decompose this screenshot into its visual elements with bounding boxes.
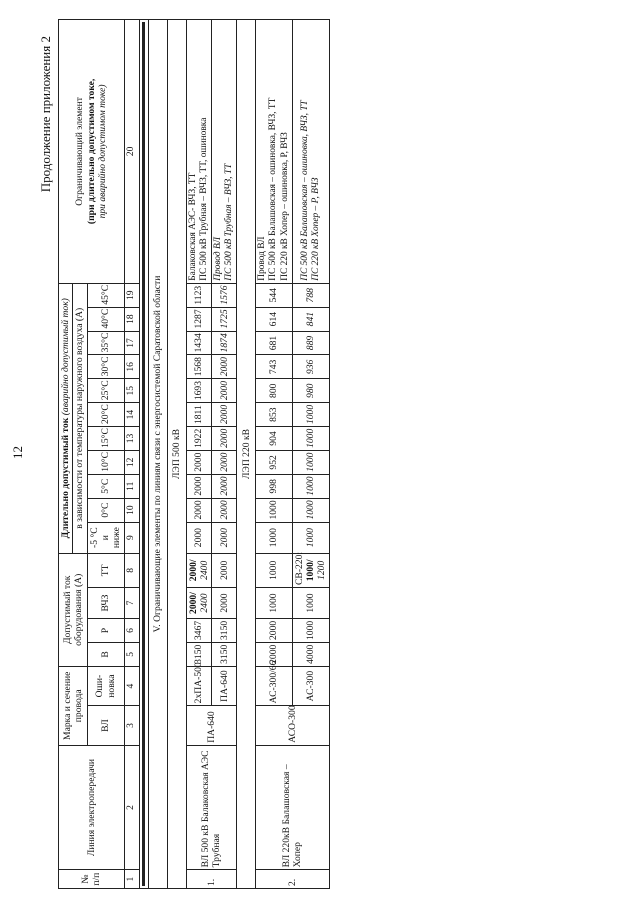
equip-tt: 1000 [256,553,292,587]
header-equip-vchz: ВЧЗ [87,587,124,618]
temp-value: 904 [256,427,292,451]
limits-table [58,19,330,889]
header-temp: 35°С [87,331,124,355]
temp-value: 1000 [292,522,329,553]
header-equipment: Допустимый ток оборудования (А) [59,553,88,666]
col-number: 17 [124,331,139,355]
temp-value: 1874 [212,331,237,355]
tt-alt: 2400 [198,560,210,580]
equip-b: 2000 [256,642,292,666]
vchz-main: 2000/ [187,592,199,614]
equip-r: 3467 [186,619,212,643]
col-number: 20 [124,20,139,284]
continuation-label: Продолжение приложения 2 [38,36,53,193]
limit-line: Балаковская АЭС- ВЧЗ, ТТ [187,172,198,281]
temp-value: 1811 [186,403,212,427]
equip-vchz: 1000 [292,587,329,618]
header-temp: 20°С [87,403,124,427]
header-limit [59,20,125,284]
col-number: 15 [124,379,139,403]
header-limit-1: Ограничивающий элемент [74,97,86,206]
subsection-500-row [167,20,186,889]
col-number: 13 [124,427,139,451]
header-row-1 [59,20,73,889]
temp-value: 998 [256,474,292,498]
temp-value: 2000 [212,474,237,498]
temp-value: 2000 [186,522,212,553]
wire-osh: АС-300/66 [256,666,292,705]
limit-line: ПС 500 кВ Балашовская – ошиновка, ВЧЗ, ТТ [299,100,310,281]
limit-line: ПС 500 кВ Трубная – ВЧЗ, ТТ [224,163,235,281]
vchz-alt: 2400 [198,593,210,613]
col-number: 4 [124,666,139,705]
equip-tt [186,553,212,587]
tt-line: 1200 [316,560,328,580]
equip-r: 2000 [256,619,292,643]
temp-value: 1000 [292,403,329,427]
table-row [256,20,292,889]
separator-bar [142,22,145,886]
temp-value: 1000 [292,498,329,522]
equip-b: 3150 [186,642,212,666]
tt-line: СВ-220: [293,551,305,585]
temp-value: 853 [256,403,292,427]
header-current [59,283,73,553]
header-temp: 25°С [87,379,124,403]
header-current-rest: в зависимости от температуры наружного воздуха (А) [73,283,87,553]
header-equip-b: В [87,642,124,666]
wire-osh: АС-300 [292,666,329,705]
temp-value: 2000 [186,498,212,522]
col-number: 9 [124,522,139,553]
temp-value: 743 [256,355,292,379]
row-number: 2. [256,870,329,889]
header-wire-osh: Оши-новка [87,666,124,705]
header-temp: -5 °С и ниже [87,522,124,553]
header-limit-2: (при длительно допустимом токе, [85,78,97,225]
page-number: 12 [10,446,25,459]
temp-value: 1000 [292,474,329,498]
header-equip-r: Р [87,619,124,643]
wire-vl: ПА-640 [186,706,237,745]
limit-line: ПС 220 кВ Хопер – ошиновка, Р, ВЧЗ [279,132,290,281]
section-title-row [148,20,167,889]
temp-value: 1568 [186,355,212,379]
equip-vchz: 2000 [212,587,237,618]
col-number: 7 [124,587,139,618]
col-number: 11 [124,474,139,498]
equip-vchz: 1000 [256,587,292,618]
temp-value: 952 [256,450,292,474]
equip-r: 3150 [212,619,237,643]
temp-value: 2000 [212,522,237,553]
temp-value: 2000 [212,403,237,427]
col-number: 5 [124,642,139,666]
equip-tt: 2000 [212,553,237,587]
temp-value: 1000 [292,427,329,451]
header-wire: Марка и сечение провода [59,666,88,745]
row-number: 1. [186,870,237,889]
limit-line: ПС 220 кВ Хопер – Р, ВЧЗ [310,177,321,281]
col-number: 18 [124,307,139,331]
temp-value: 1576 [212,283,237,307]
temp-value: 1123 [186,283,212,307]
temp-value: 614 [256,307,292,331]
temp-value: 936 [292,355,329,379]
col-number: 14 [124,403,139,427]
table-row [186,20,212,889]
section-title: V. Ограничивающие элементы по линиям связи с энергосистемой Саратовской области [148,20,167,889]
limit-line: Провод ВЛ [213,236,224,281]
subsection-220: ЛЭП 220 кВ [237,20,256,889]
column-number-row [124,20,139,889]
header-temp: 30°С [87,355,124,379]
limit-line: Провод ВЛ [257,236,268,281]
header-temp: 15°С [87,427,124,451]
temp-value: 889 [292,331,329,355]
limit-cell [186,20,212,284]
col-number: 1 [124,870,139,889]
temp-value: 1693 [186,379,212,403]
temp-value: 2000 [212,498,237,522]
temp-value: 544 [256,283,292,307]
temp-value: 1000 [292,450,329,474]
header-temp: 10°С [87,450,124,474]
header-current-main: Длительно допустимый ток [60,417,71,539]
temp-value: 841 [292,307,329,331]
equip-b: 4000 [292,642,329,666]
col-number: 8 [124,553,139,587]
line-name: ВЛ 500 кВ Балаковская АЭС Трубная [186,745,237,870]
limit-line: ПС 500 кВ Балашовская – ошиновка, ВЧЗ, ТТ [268,97,279,281]
temp-value: 2000 [186,474,212,498]
wire-osh: 2хПА-500 [186,666,212,705]
equip-b: 3150 [212,642,237,666]
header-temp: 0°С [87,498,124,522]
col-number: 12 [124,450,139,474]
temp-value: 800 [256,379,292,403]
limit-cell [256,20,292,284]
wire-vl: АСО-300 [256,706,329,745]
temp-value: 1922 [186,427,212,451]
tt-main: 2000/ [187,559,199,582]
temp-value: 1287 [186,307,212,331]
temp-value: 2000 [212,379,237,403]
header-temp: 5°С [87,474,124,498]
limit-cell [212,20,237,284]
temp-value: 2000 [186,450,212,474]
temp-value: 1434 [186,331,212,355]
header-wire-vl: ВЛ [87,706,124,745]
equip-r: 1000 [292,619,329,643]
col-number: 6 [124,619,139,643]
col-number: 16 [124,355,139,379]
header-limit-3: при аварийно допустимом токе) [96,84,108,219]
temp-value: 681 [256,331,292,355]
header-temp: 45°С [87,283,124,307]
separator-strip [139,20,148,889]
equip-vchz [186,587,212,618]
col-number: 19 [124,283,139,307]
wire-osh: ПА-640 [212,666,237,705]
temp-value: 788 [292,283,329,307]
temp-value: 1000 [256,522,292,553]
header-current-italic: (аварийно допустимый ток) [60,298,71,416]
line-name: ВЛ 220кВ Балашовская – Хопер [256,745,329,870]
header-temp: 40°С [87,307,124,331]
col-number: 2 [124,745,139,870]
header-no: № п/п [59,870,125,889]
limit-cell [292,20,329,284]
col-number: 3 [124,706,139,745]
temp-value: 980 [292,379,329,403]
header-line: Линия электропередачи [59,745,125,870]
temp-value: 1725 [212,307,237,331]
temp-value: 2000 [212,450,237,474]
temp-value: 1000 [256,498,292,522]
subsection-500: ЛЭП 500 кВ [167,20,186,889]
subsection-220-row [237,20,256,889]
limit-line: ПС 500 кВ Трубная – ВЧЗ, ТТ, ошиновка [198,117,209,281]
header-equip-tt: ТТ [87,553,124,587]
temp-value: 2000 [212,355,237,379]
temp-value: 2000 [212,427,237,451]
separator-strip-cell [139,20,148,889]
equip-tt [292,553,329,587]
col-number: 10 [124,498,139,522]
tt-line: 1000/ [304,559,316,582]
